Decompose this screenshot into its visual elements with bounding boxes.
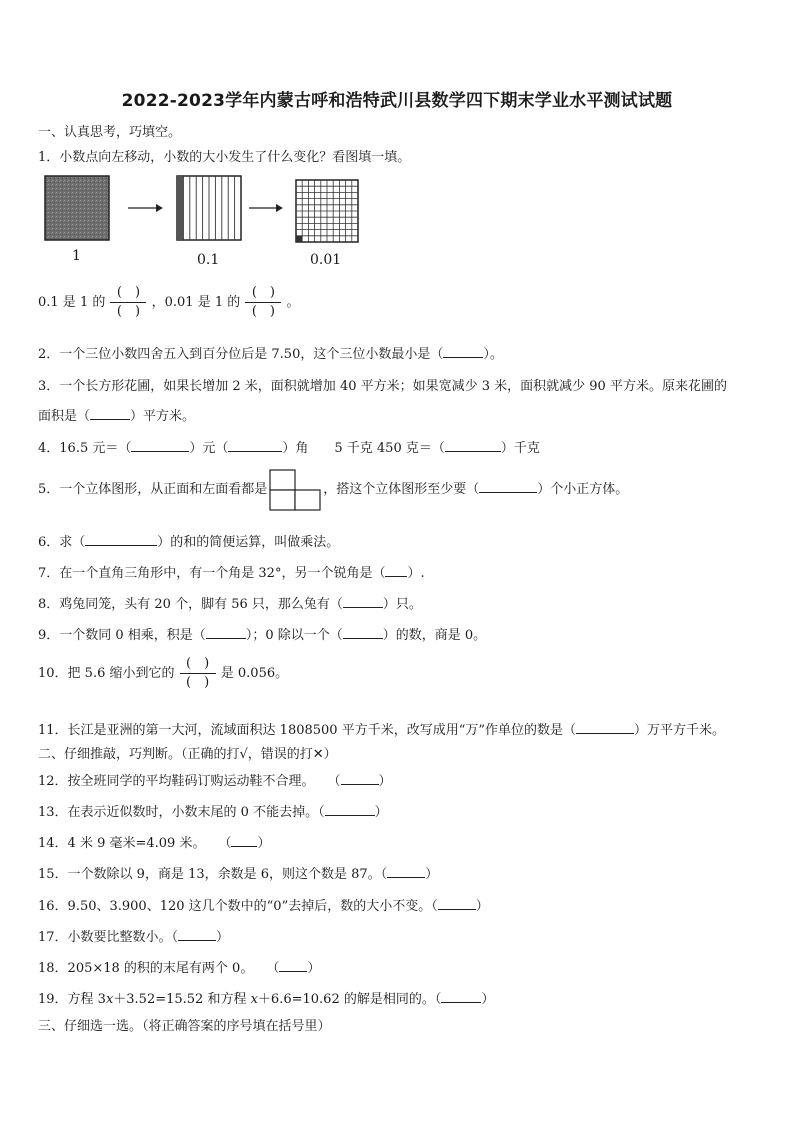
- q11-text-b: ）万平方千米。: [634, 723, 726, 738]
- denominator-blank[interactable]: ( ): [251, 304, 275, 319]
- q12-close: ）: [378, 774, 392, 789]
- question-12: [38, 770, 392, 789]
- question-4: [38, 437, 540, 456]
- answer-blank[interactable]: [178, 927, 216, 941]
- q6-text-a: 6．求（: [38, 535, 86, 550]
- arrow-right-icon: [156, 204, 163, 212]
- q1-text-a: 0.1 是 1 的: [38, 295, 106, 310]
- question-5: [38, 468, 628, 512]
- numerator-blank[interactable]: ( ): [251, 285, 275, 300]
- answer-blank[interactable]: [343, 594, 383, 608]
- q16-text: 16．9.50、3.900、120 这几个数中的“0”去掉后，数的大小不变。（: [38, 899, 438, 914]
- q16-close: ）: [475, 899, 489, 914]
- answer-blank[interactable]: [385, 563, 407, 577]
- q6-text-b: ）的和的简便运算，叫做乘法。: [157, 535, 340, 550]
- answer-blank[interactable]: [479, 479, 537, 493]
- answer-blank[interactable]: [443, 344, 483, 358]
- q13-text: 13．在表示近似数时，小数末尾的 0 不能去掉。（: [38, 805, 325, 820]
- q15-close: ）: [425, 867, 439, 882]
- denominator-blank[interactable]: ( ): [116, 304, 141, 319]
- hundredths-square: [296, 180, 358, 242]
- caption-tenth: 0.1: [197, 252, 220, 268]
- q4-text-d: ）千克: [500, 441, 540, 456]
- whole-square: [45, 176, 109, 240]
- q5-text-b: ，搭这个立体图形至少要（: [323, 482, 480, 497]
- answer-blank[interactable]: [445, 438, 501, 452]
- q10-text-a: 10．把 5.6 缩小到它的: [38, 666, 175, 681]
- fraction-blank[interactable]: [245, 285, 281, 320]
- question-3-line-2: [38, 405, 195, 424]
- q8-text-a: 8．鸡兔同笼，头有 20 个，脚有 56 只，那么兔有（: [38, 597, 343, 612]
- q14-close: ）: [257, 836, 271, 851]
- q5-text-c: ）个小正方体。: [537, 482, 629, 497]
- section-1-heading: 一、认真思考，巧填空。: [38, 125, 182, 140]
- section-2-heading: 二、仔细推敲，巧判断。（正确的打√，错误的打✕）: [38, 747, 337, 762]
- tenths-square: [177, 176, 241, 240]
- denominator-blank[interactable]: ( ): [186, 675, 210, 690]
- q2-text-b: ）。: [483, 347, 503, 362]
- q10-text-b: 是 0.056。: [220, 666, 289, 681]
- answer-blank[interactable]: [441, 989, 481, 1003]
- answer-blank[interactable]: [387, 864, 425, 878]
- q18-text: 18．205×18 的积的末尾有两个 0。 （: [38, 961, 280, 976]
- question-15: [38, 863, 438, 882]
- question-2: [38, 343, 503, 362]
- q7-text-a: 7．在一个直角三角形中，有一个角是 32°，另一个锐角是（: [38, 566, 386, 581]
- q1-text-b: ，0.01 是 1 的: [151, 295, 241, 310]
- question-1: 1．小数点向左移动，小数的大小发生了什么变化？看图填一填。: [38, 150, 411, 165]
- numerator-blank[interactable]: ( ): [116, 285, 141, 300]
- question-16: [38, 895, 489, 914]
- fraction-blank[interactable]: [110, 285, 146, 320]
- q9-text-c: ）的数，商是 0。: [382, 628, 487, 643]
- decimal-figure: [44, 172, 384, 272]
- q4-text-a: 4．16.5 元＝（: [38, 441, 132, 456]
- answer-blank[interactable]: [438, 896, 476, 910]
- q12-text: 12．按全班同学的平均鞋码订购运动鞋不合理。 （: [38, 774, 341, 789]
- question-11: [38, 719, 725, 738]
- page-title: 2022-2023学年内蒙古呼和浩特武川县数学四下期末学业水平测试试题: [121, 91, 673, 111]
- q4-text-b: ）元（: [189, 441, 229, 456]
- answer-blank[interactable]: [343, 625, 383, 639]
- caption-one: 1: [72, 248, 81, 264]
- answer-blank[interactable]: [131, 438, 189, 452]
- q3-text-b: ）平方米。: [130, 409, 196, 424]
- question-6: [38, 531, 339, 550]
- question-8: [38, 593, 422, 612]
- q17-close: ）: [216, 930, 230, 945]
- answer-blank[interactable]: [206, 625, 246, 639]
- question-7: [38, 562, 425, 581]
- answer-blank[interactable]: [90, 406, 130, 420]
- q18-close: ）: [307, 961, 321, 976]
- q7-text-b: ）.: [407, 566, 425, 581]
- answer-blank[interactable]: [231, 833, 257, 847]
- q17-text: 17．小数要比整数小。（: [38, 930, 179, 945]
- q8-text-b: ）只。: [382, 597, 422, 612]
- q19-text: 19．方程 3𝑥＋3.52=15.52 和方程 𝑥＋6.6=10.62 的解是相同的。（: [38, 992, 442, 1007]
- q11-text-a: 11．长江是亚洲的第一大河，流域面积达 1808500 平方千米，改写成用“万”作单位的数是（: [38, 723, 576, 738]
- question-14: [38, 832, 270, 851]
- caption-hundredth: 0.01: [310, 252, 342, 268]
- question-19: [38, 988, 494, 1007]
- q13-close: ）: [374, 805, 388, 820]
- q15-text: 15．一个数除以 9，商是 13，余数是 6，则这个数是 87。（: [38, 867, 388, 882]
- question-10: [38, 656, 288, 691]
- q19-close: ）: [481, 992, 495, 1007]
- question-3-line-1: 3．一个长方形花圃，如果长增加 2 米，面积就增加 40 平方米；如果宽减少 3 米，面积就减少 90 平方米。原来花圃的: [38, 379, 727, 394]
- answer-blank[interactable]: [279, 958, 307, 972]
- question-13: [38, 801, 388, 820]
- section-3-heading: 三、仔细选一选。（将正确答案的序号填在括号里）: [38, 1019, 331, 1034]
- q9-text-a: 9．一个数同 0 相乘，积是（: [38, 628, 206, 643]
- question-17: [38, 926, 229, 945]
- q4-text-c: ）角 5 千克 450 克＝（: [282, 441, 445, 456]
- fraction-blank[interactable]: [180, 656, 216, 691]
- q2-text-a: 2．一个三位小数四舍五入到百分位后是 7.50，这个三位小数最小是（: [38, 347, 444, 362]
- q1-text-c: 。: [286, 295, 300, 310]
- question-18: [38, 957, 320, 976]
- q5-text-a: 5．一个立体图形，从正面和左面看都是: [38, 482, 268, 497]
- answer-blank[interactable]: [325, 802, 375, 816]
- arrow-right-icon: [276, 204, 283, 212]
- numerator-blank[interactable]: ( ): [186, 656, 210, 671]
- answer-blank[interactable]: [85, 532, 157, 546]
- answer-blank[interactable]: [228, 438, 282, 452]
- front-view-icon: [269, 469, 321, 511]
- answer-blank[interactable]: [576, 720, 634, 734]
- q14-text: 14．4 米 9 毫米=4.09 米。 （: [38, 836, 232, 851]
- question-1-answer: [38, 285, 300, 320]
- q3-text-a: 面积是（: [38, 409, 91, 424]
- question-9: [38, 624, 486, 643]
- q9-text-b: ）；0 除以一个（: [245, 628, 343, 643]
- answer-blank[interactable]: [341, 771, 379, 785]
